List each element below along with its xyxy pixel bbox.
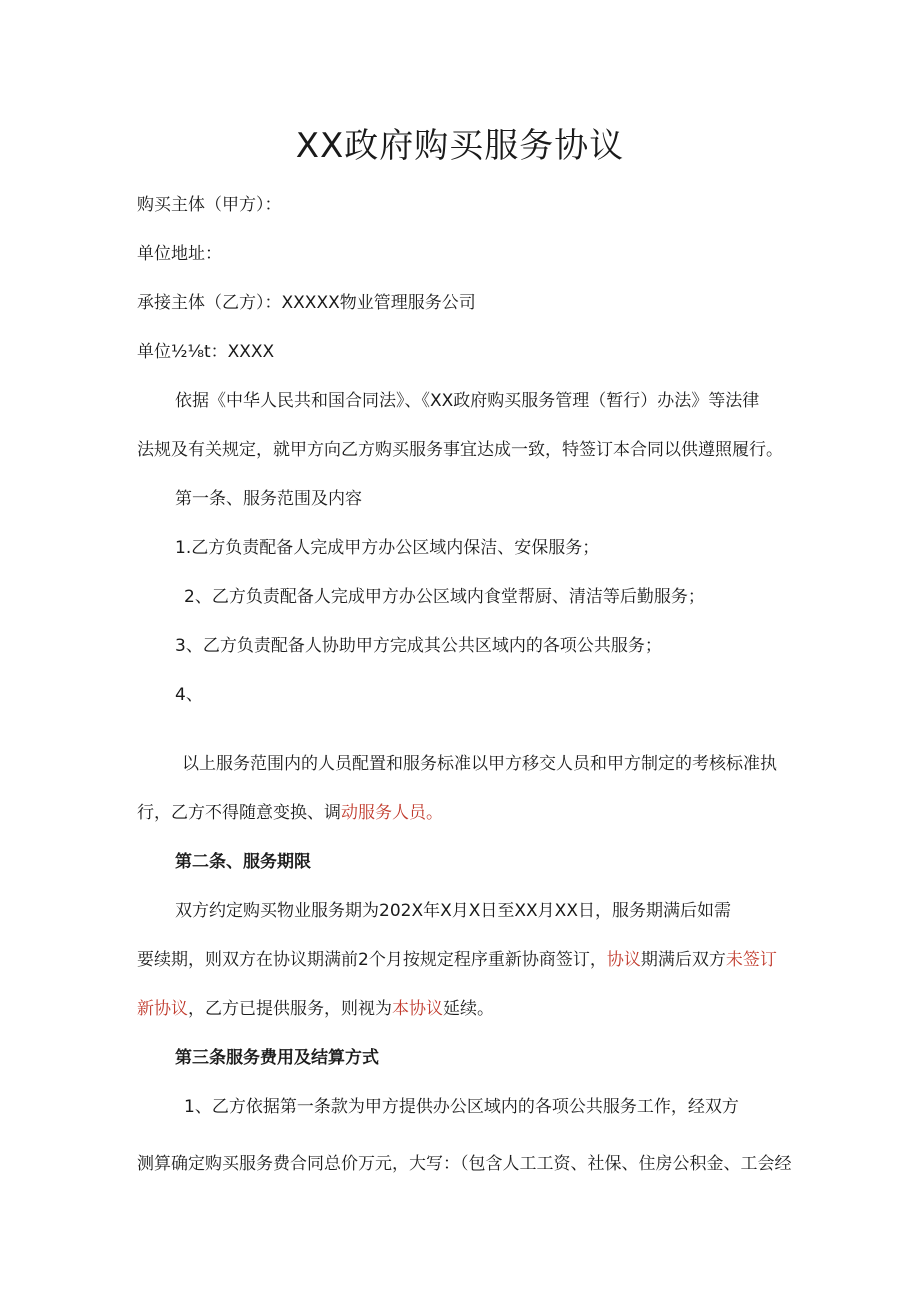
party-a-line: 购买主体（甲方）： [137, 195, 282, 215]
scope-item-3: 3、乙方负责配备人协助甲方完成其公共区域内的各项公共服务； [175, 636, 662, 656]
intro-paragraph-line-1: 依据《中华人民共和国合同法》、《XX政府购买服务管理（暂行）办法》等法律 [175, 391, 760, 411]
scope-note-highlight: 动服务人员。 [341, 803, 443, 823]
term-line-3 [137, 996, 494, 1022]
scope-note-line-2 [137, 800, 443, 826]
term-highlight-new-agreement: 新协议 [137, 999, 188, 1019]
intro-paragraph-line-2: 法规及有关规定，就甲方向乙方购买服务事宜达成一致，特签订本合同以供遵照履行。 [137, 440, 783, 460]
term-line-2 [137, 947, 777, 973]
scope-note-line-1: 以上服务范围内的人员配置和服务标准以甲方移交人员和甲方制定的考核标准执 [182, 754, 777, 774]
party-b-address-line: 单位½⅛t：XXXX [137, 342, 275, 362]
term-text-c: 期满后双方 [640, 950, 726, 970]
term-highlight-this-agreement: 本协议 [392, 999, 443, 1019]
fee-line-1: 1、乙方依据第一条款为甲方提供办公区域内的各项公共服务工作，经双方 [184, 1097, 739, 1117]
term-text-b: ，乙方已提供服务，则视为 [188, 999, 392, 1019]
article-2-heading: 第二条、服务期限 [175, 852, 311, 872]
term-text-d: 延续。 [443, 999, 494, 1019]
term-highlight-protocol: 协议 [606, 950, 641, 970]
scope-item-2: 2、乙方负责配备人完成甲方办公区域内食堂帮厨、清洁等后勤服务； [184, 587, 705, 607]
document-title: XX政府购买服务协议 [295, 126, 625, 166]
term-text-a: 要续期，则双方在协议期满前2个月按规定程序重新协商签订， [137, 950, 607, 970]
party-b-line: 承接主体（乙方）：XXXXX物业管理服务公司 [137, 293, 476, 313]
scope-item-4: 4、 [175, 685, 203, 705]
scope-item-1: 1.乙方负责配备人完成甲方办公区域内保洁、安保服务； [175, 538, 600, 558]
term-highlight-unsigned: 未签订 [725, 950, 777, 970]
scope-note-text: 行，乙方不得随意变换、调 [137, 803, 341, 823]
article-1-heading: 第一条、服务范围及内容 [175, 489, 362, 509]
fee-line-2: 测算确定购买服务费合同总价万元，大写：（包含人工工资、社保、住房公积金、工会经 [137, 1154, 792, 1174]
party-a-address-line: 单位地址： [137, 244, 222, 264]
article-3-heading: 第三条服务费用及结算方式 [175, 1048, 379, 1068]
term-line-1: 双方约定购买物业服务期为202X年X月X日至XX月XX日，服务期满后如需 [175, 901, 731, 921]
